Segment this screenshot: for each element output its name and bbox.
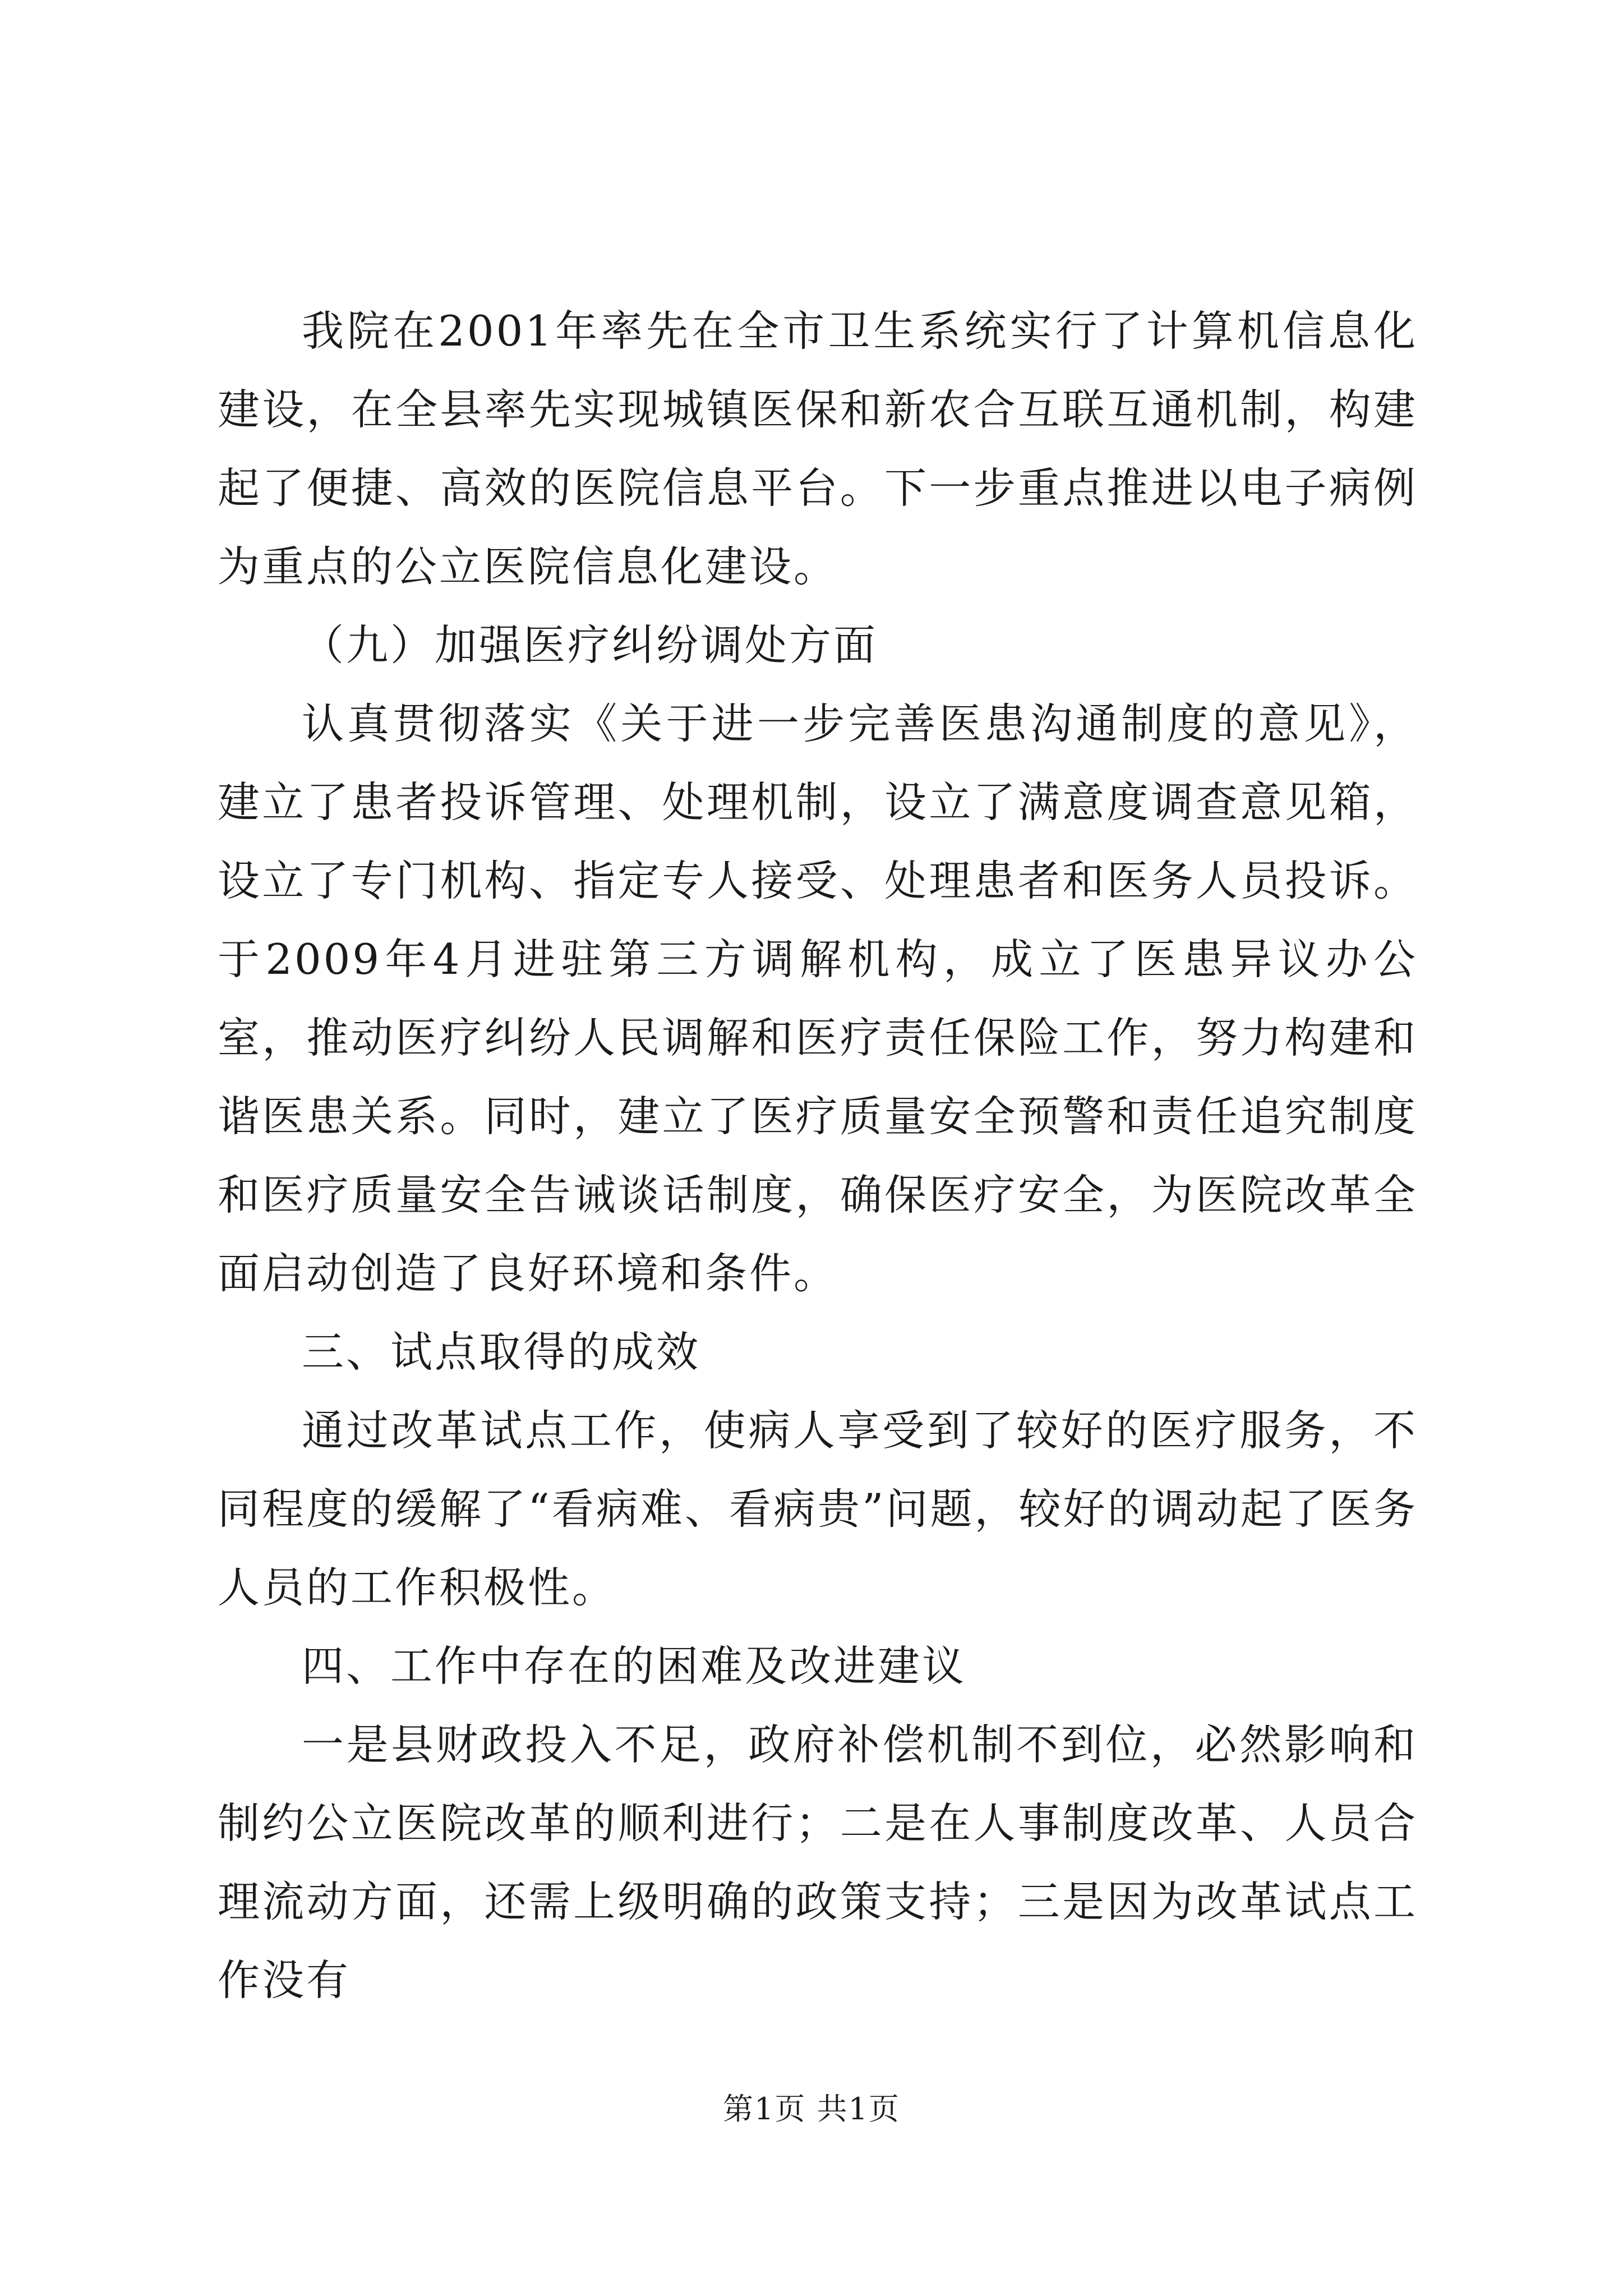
section-heading-dispute-mediation: （九）加强医疗纠纷调处方面 xyxy=(302,620,878,670)
section-heading-pilot-results: 三、试点取得的成效 xyxy=(302,1327,701,1377)
page-footer: 第1页 共1页 xyxy=(723,2091,900,2127)
paragraph-dispute-mediation: 认真贯彻落实《关于进一步完善医患沟通制度的意见》，建立了患者投诉管理、处理机制，设立了满意度调查意见箱，设立了专门机构、指定专人接受、处理患者和医务人员投诉。于2009年4月进驻第三方调解机构，成立了医患异议办公室，推动医疗纠纷人民调解和医疗责任保险工作，努力构建和谐医患关系。同时，建立了医疗质量安全预警和责任追究制度和医疗质量安全告诫谈话制度，确保医疗安全，为医院改革全面启动创造了良好环境和条件。 xyxy=(218,699,1418,1298)
document-body xyxy=(218,292,1418,2019)
section-heading-difficulties: 四、工作中存在的困难及改进建议 xyxy=(302,1641,967,1691)
paragraph-pilot-results: 通过改革试点工作，使病人享受到了较好的医疗服务，不同程度的缓解了“看病难、看病贵”问题，较好的调动起了医务人员的工作积极性。 xyxy=(218,1406,1418,1612)
paragraph-info-system: 我院在2001年率先在全市卫生系统实行了计算机信息化建设，在全县率先实现城镇医保和新农合互联互通机制，构建起了便捷、高效的医院信息平台。下一步重点推进以电子病例为重点的公立医院信息化建设。 xyxy=(218,306,1418,591)
paragraph-difficulties: 一是县财政投入不足，政府补偿机制不到位，必然影响和制约公立医院改革的顺利进行；二是在人事制度改革、人员合理流动方面，还需上级明确的政策支持；三是因为改革试点工作没有 xyxy=(218,1720,1418,2005)
